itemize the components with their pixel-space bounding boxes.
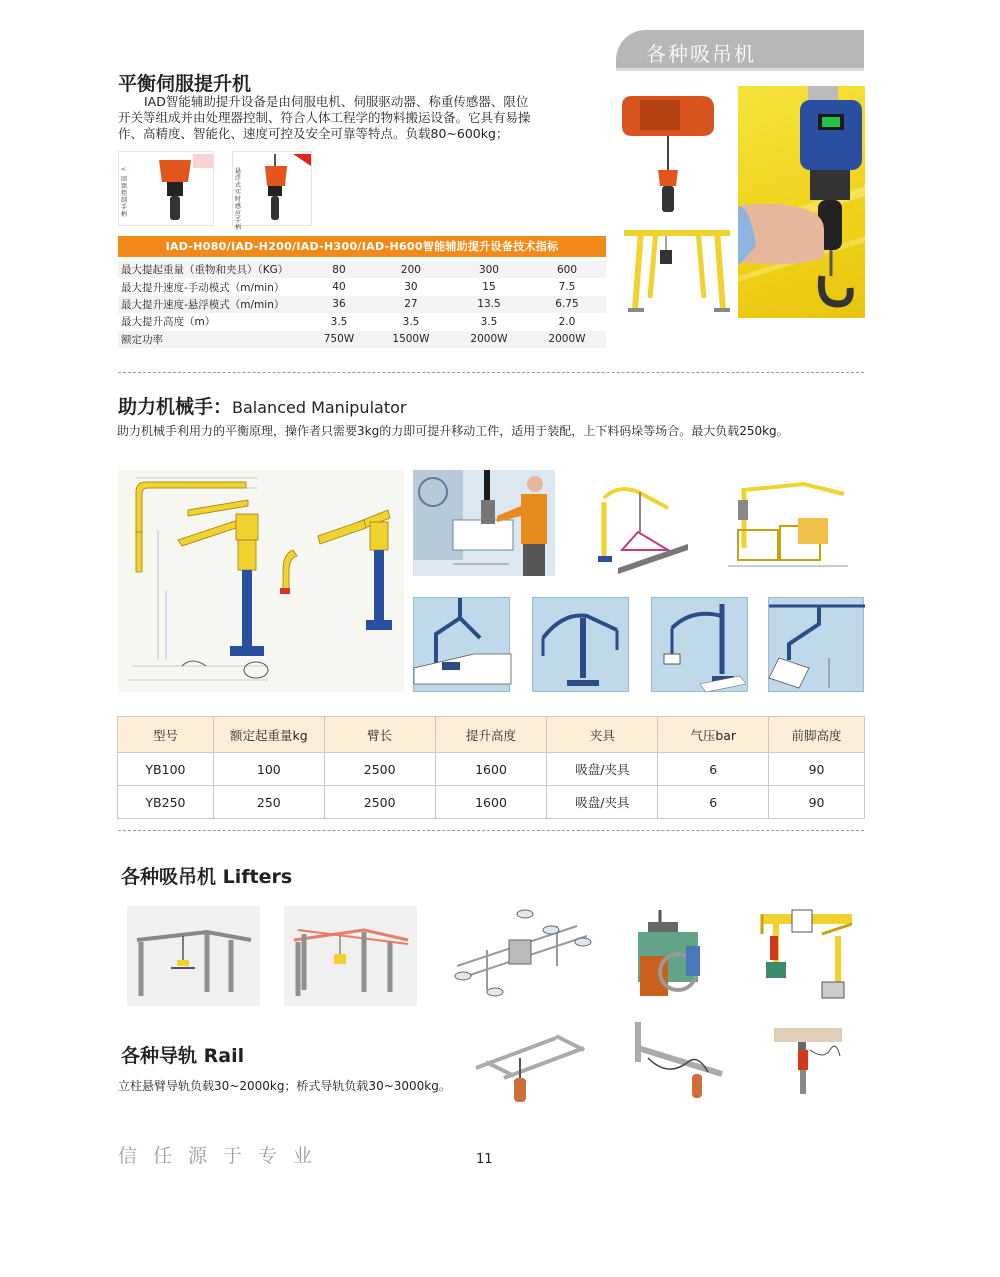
table-row: 最大提升速度-悬浮模式（m/min） 36 27 13.5 6.75 [118,296,606,313]
manipulator-spec-table [117,716,865,819]
page-number: 11 [476,1152,493,1167]
table-row: 最大提升高度（m） 3.5 3.5 3.5 2.0 [118,313,606,330]
section-divider [118,830,864,831]
manipulator-drawing [118,470,404,692]
table-row: YB100 100 2500 1600 吸盘/夹具 6 90 [118,753,865,786]
gripper-lifter-image [630,906,712,1006]
vacuum-lifter-frame-image [447,906,597,1006]
section-title-servo-lifter: 平衡伺服提升机 [118,73,252,95]
manipulator-application-image-2 [532,597,629,692]
suspension-handle-image: 悬浮式实时感应手柄 [232,151,312,226]
manipulator-application-image-3 [651,597,748,692]
section-title-lifters: 各种吸吊机 Lifters [121,866,293,888]
worker-operation-image [413,470,555,576]
section-divider [118,372,864,373]
section-title-manipulator: 助力机械手：Balanced Manipulator [118,396,407,418]
section-title-rail: 各种导轨 Rail [121,1045,245,1067]
manipulator-suction-image [582,472,692,576]
table-row: 额定功率 750W 1500W 2000W 2000W [118,331,606,348]
category-tab: 各种吸吊机 [616,30,864,68]
cantilever-rail-image [628,1018,728,1110]
footer-slogan: 信任源于专业 [118,1145,329,1167]
servo-hoist-image [618,80,738,320]
spec-table-title: IAD-H080/IAD-H200/IAD-H300/IAD-H600智能辅助提升设备技术指标 [118,236,606,257]
lifter-gantry-image-2 [284,906,417,1006]
manipulator-description: 助力机械手利用力的平衡原理，操作者只需要3kg的力即可提升移动工件，适用于装配，上下料码垛等场合。最大负载250kg。 [117,424,789,438]
servo-lifter-description: IAD智能辅助提升设备是由伺服电机、伺服驱动器、称重传感器、限位 开关等组成并由处理器控制、符合人体工程学的物料搬运设备。它具有易操 作、高精度、智能化、速度可控及安全可靠等特点。负载80~600kg； [118,94,531,141]
table-row: YB250 250 2500 1600 吸盘/夹具 6 90 [118,786,865,819]
rail-description: 立柱悬臂导轨负载30~2000kg；桥式导轨负载30~3000kg。 [118,1079,451,1093]
manipulator-application-image-4 [768,597,864,692]
lifter-gantry-image-1 [127,906,260,1006]
yellow-frame-lifter-image [758,906,858,1006]
handle-control-photo [738,86,865,318]
bridge-rail-image [470,1018,595,1110]
servo-spec-table [118,261,606,348]
feedback-handle-image: < 回馈控制手柄 [118,151,214,226]
manipulator-application-image-1 [413,597,510,692]
suspended-rail-image [770,1024,846,1104]
table-row: 最大提升速度-手动模式（m/min） 40 30 15 7.5 [118,278,606,295]
table-row: 最大提起重量（重物和夹具）（KG） 80 200 300 600 [118,261,606,278]
manipulator-station-image [718,470,858,576]
table-header-row: 型号 额定起重量kg 臂长 提升高度 夹具 气压bar 前脚高度 [118,717,865,753]
